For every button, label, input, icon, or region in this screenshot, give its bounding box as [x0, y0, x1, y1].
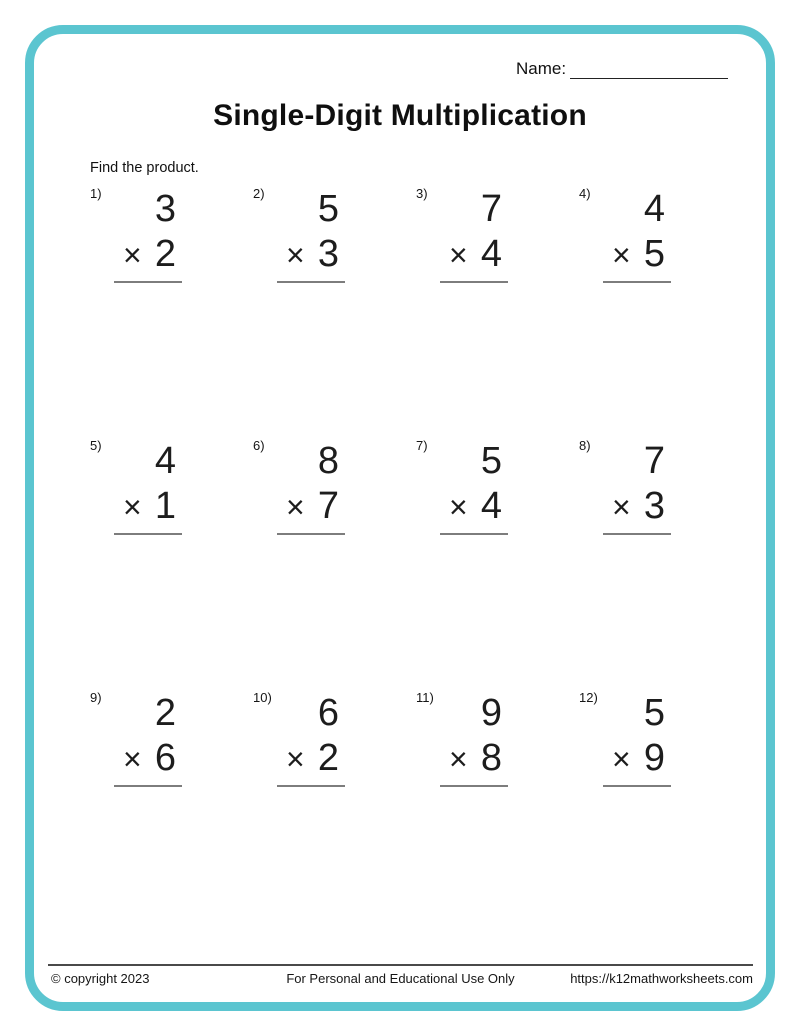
answer-line[interactable]: [277, 533, 345, 535]
problem-work: [603, 694, 671, 787]
problem-3: [416, 186, 579, 438]
answer-line[interactable]: [114, 533, 182, 535]
multiplicand: 5: [643, 692, 665, 734]
multiplier: 4: [480, 233, 502, 275]
multiplicand: 3: [154, 188, 176, 230]
problem-2: [253, 186, 416, 438]
problem-work: [440, 190, 508, 283]
problem-number: 9): [90, 690, 102, 705]
problem-number: 8): [579, 438, 591, 453]
footer-usage-note: For Personal and Educational Use Only: [286, 971, 515, 986]
problem-work: [277, 694, 345, 787]
problem-work: [114, 190, 182, 283]
problem-work: [603, 442, 671, 535]
problem-work: [114, 694, 182, 787]
multiplier: 3: [317, 233, 339, 275]
problem-5: [90, 438, 253, 690]
problem-8: [579, 438, 742, 690]
multiplicand: 5: [480, 440, 502, 482]
problem-number: 12): [579, 690, 598, 705]
problem-work: [277, 190, 345, 283]
answer-line[interactable]: [603, 281, 671, 283]
problem-number: 4): [579, 186, 591, 201]
footer-url[interactable]: https://k12mathworksheets.com: [570, 971, 753, 986]
multiply-sign: ×: [123, 489, 142, 525]
problem-7: [416, 438, 579, 690]
multiply-sign: ×: [286, 741, 305, 777]
multiply-sign: ×: [612, 237, 631, 273]
multiplier: 2: [154, 233, 176, 275]
problem-number: 5): [90, 438, 102, 453]
page-title: Single-Digit Multiplication: [213, 99, 587, 132]
problem-number: 1): [90, 186, 102, 201]
problems-grid: [90, 186, 746, 800]
problem-10: [253, 690, 416, 800]
multiplicand: 2: [154, 692, 176, 734]
multiply-sign: ×: [612, 489, 631, 525]
multiplier: 8: [480, 737, 502, 779]
multiply-sign: ×: [123, 741, 142, 777]
problem-number: 6): [253, 438, 265, 453]
name-fill-line[interactable]: [570, 59, 728, 79]
multiplier: 4: [480, 485, 502, 527]
multiplier: 1: [154, 485, 176, 527]
problem-number: 11): [416, 690, 434, 705]
instruction-text: Find the product.: [90, 160, 199, 176]
multiplicand: 9: [480, 692, 502, 734]
multiplier: 6: [154, 737, 176, 779]
multiplier: 9: [643, 737, 665, 779]
answer-line[interactable]: [114, 281, 182, 283]
footer-divider: [48, 964, 753, 966]
multiply-sign: ×: [286, 237, 305, 273]
problem-9: [90, 690, 253, 800]
answer-line[interactable]: [440, 281, 508, 283]
answer-line[interactable]: [603, 533, 671, 535]
multiply-sign: ×: [449, 237, 468, 273]
multiply-sign: ×: [449, 489, 468, 525]
problem-12: [579, 690, 742, 800]
answer-line[interactable]: [114, 785, 182, 787]
multiplicand: 7: [480, 188, 502, 230]
problem-work: [114, 442, 182, 535]
multiplicand: 8: [317, 440, 339, 482]
problem-number: 10): [253, 690, 272, 705]
problem-work: [440, 442, 508, 535]
answer-line[interactable]: [277, 785, 345, 787]
problem-work: [277, 442, 345, 535]
name-label: Name:: [516, 59, 567, 78]
multiply-sign: ×: [123, 237, 142, 273]
problem-number: 7): [416, 438, 428, 453]
multiplicand: 7: [643, 440, 665, 482]
footer-copyright: © copyright 2023: [51, 971, 150, 986]
problem-number: 3): [416, 186, 428, 201]
multiplier: 7: [317, 485, 339, 527]
multiplicand: 5: [317, 188, 339, 230]
problem-1: [90, 186, 253, 438]
multiply-sign: ×: [286, 489, 305, 525]
name-block: [516, 59, 728, 79]
answer-line[interactable]: [603, 785, 671, 787]
multiply-sign: ×: [449, 741, 468, 777]
problem-number: 2): [253, 186, 265, 201]
problem-11: [416, 690, 579, 800]
multiplicand: 4: [643, 188, 665, 230]
problem-work: [603, 190, 671, 283]
multiplier: 5: [643, 233, 665, 275]
problem-6: [253, 438, 416, 690]
multiplier: 2: [317, 737, 339, 779]
multiplicand: 4: [154, 440, 176, 482]
multiplicand: 6: [317, 692, 339, 734]
answer-line[interactable]: [440, 533, 508, 535]
multiply-sign: ×: [612, 741, 631, 777]
answer-line[interactable]: [440, 785, 508, 787]
multiplier: 3: [643, 485, 665, 527]
answer-line[interactable]: [277, 281, 345, 283]
problem-4: [579, 186, 742, 438]
problem-work: [440, 694, 508, 787]
